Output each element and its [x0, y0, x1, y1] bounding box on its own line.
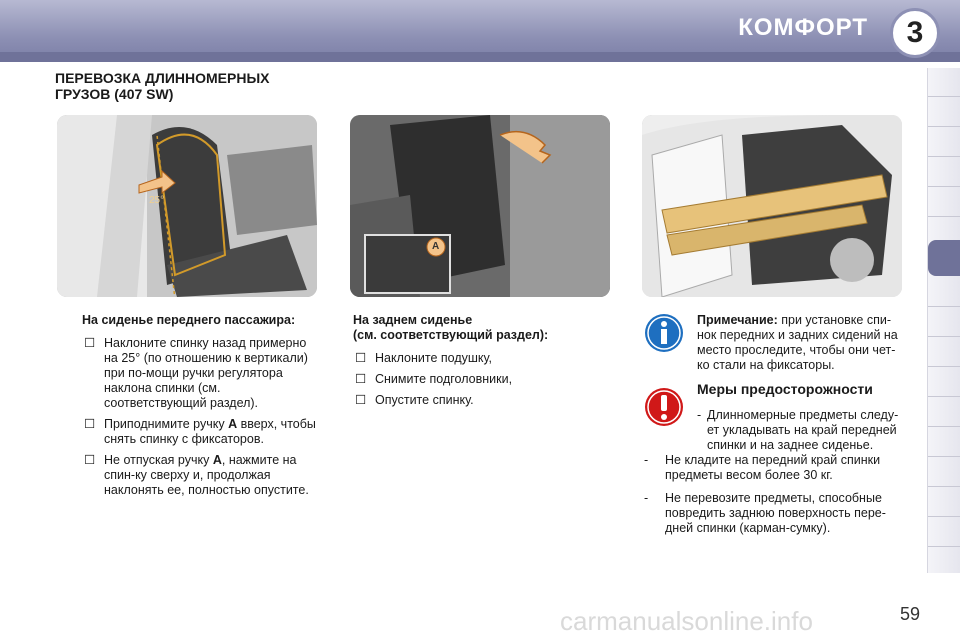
tab-divider	[928, 336, 960, 337]
list-item	[640, 491, 905, 536]
tab-divider	[928, 426, 960, 427]
tab-divider	[928, 216, 960, 217]
list-item-text: , нажмите на спин-ку сверху и, продолжая наклонять ее, полностью опустите.	[104, 453, 309, 497]
rear-seat-illustration	[350, 115, 610, 297]
list-item	[640, 453, 905, 483]
note-label: Примечание:	[697, 313, 778, 327]
rear-seat-heading	[353, 313, 603, 343]
precaution-item	[697, 408, 905, 459]
list-item-text: Не перевозите предметы, способные повредить заднюю поверхность пере-дней спинки (карман-сумку).	[665, 491, 886, 535]
note-block	[697, 313, 902, 373]
list-item	[353, 351, 603, 366]
list-item	[353, 393, 603, 408]
tab-divider	[928, 486, 960, 487]
front-seat-heading: На сиденье переднего пассажира:	[82, 313, 296, 327]
dash-bullet: -	[644, 491, 649, 505]
dash-bullet: -	[644, 453, 649, 467]
warning-icon	[644, 387, 684, 427]
front-seat-illustration	[57, 115, 317, 297]
list-item-text: Наклоните спинку назад примерно на 25° (по отношению к вертикали) при по-мощи ручки регулятора наклона спинки (см. соответствующий раздел).	[104, 336, 308, 410]
tab-divider	[928, 96, 960, 97]
chapter-tabs[interactable]	[927, 68, 960, 573]
precaution-list	[640, 453, 905, 542]
chapter-number-badge	[890, 8, 940, 58]
list-item	[697, 408, 905, 453]
tab-divider	[928, 456, 960, 457]
rear-seat-heading-line: На заднем сиденье	[353, 313, 473, 327]
page-number: 59	[899, 604, 920, 624]
angle-label: 25°	[149, 195, 165, 206]
tab-divider	[928, 156, 960, 157]
front-seat-photo	[57, 115, 317, 297]
handle-ref: A	[228, 417, 238, 431]
tab-divider	[928, 186, 960, 187]
list-item-text: Не отпуская ручку	[104, 453, 210, 467]
info-icon	[644, 313, 684, 353]
tab-divider	[928, 516, 960, 517]
tab-divider	[928, 546, 960, 547]
note-text: при установке спи-нок передних и задних сидений на место проследите, чтобы они чет-ко стали на фиксаторы.	[697, 313, 898, 372]
section-title	[55, 70, 270, 102]
list-item	[353, 372, 603, 387]
tab-divider	[928, 396, 960, 397]
loaded-car-photo	[642, 115, 902, 297]
checkbox-bullet-icon: ☐	[84, 453, 96, 467]
watermark: carmanualsonline.info	[560, 606, 813, 636]
list-item-text: Наклоните подушку,	[375, 351, 492, 365]
checkbox-bullet-icon: ☐	[84, 417, 96, 431]
checkbox-bullet-icon: ☐	[84, 336, 96, 350]
tab-divider	[928, 126, 960, 127]
rear-seat-heading-line: (см. соответствующий раздел):	[353, 328, 549, 342]
list-item	[82, 453, 320, 498]
checkbox-bullet-icon: ☐	[355, 351, 367, 365]
loaded-car-illustration	[642, 115, 902, 297]
list-item-text: Снимите подголовники,	[375, 372, 513, 386]
handle-label: A	[432, 241, 440, 252]
dash-bullet: -	[697, 408, 702, 422]
tab-active-chapter[interactable]	[928, 240, 960, 276]
list-item	[82, 336, 320, 411]
checkbox-bullet-icon: ☐	[355, 372, 367, 386]
handle-ref: A	[212, 453, 222, 467]
precautions-title: Меры предосторожности	[697, 381, 873, 397]
rear-seat-photo	[350, 115, 610, 297]
rear-seat-instructions	[353, 313, 603, 414]
list-item	[82, 417, 320, 447]
chapter-title: КОМФОРТ	[738, 14, 868, 41]
tab-divider	[928, 306, 960, 307]
header-stripe	[0, 52, 960, 62]
chapter-number: 3	[906, 16, 924, 49]
section-title-line: ПЕРЕВОЗКА ДЛИННОМЕРНЫХ	[55, 70, 270, 86]
front-seat-instructions	[82, 313, 320, 504]
list-item-text: Не кладите на передний край спинки предметы весом более 30 кг.	[665, 453, 881, 482]
list-item-text: Длинномерные предметы следу-ет укладывать на край передней спинки и на заднее сиденье.	[707, 408, 899, 452]
tab-divider	[928, 366, 960, 367]
list-item-text: Опустите спинку.	[375, 393, 474, 407]
list-item-text: Приподнимите ручку	[104, 417, 225, 431]
section-title-line: ГРУЗОВ (407 SW)	[55, 86, 174, 102]
checkbox-bullet-icon: ☐	[355, 393, 367, 407]
list-item-text: вверх, чтобы снять спинку с фиксаторов.	[104, 417, 316, 446]
